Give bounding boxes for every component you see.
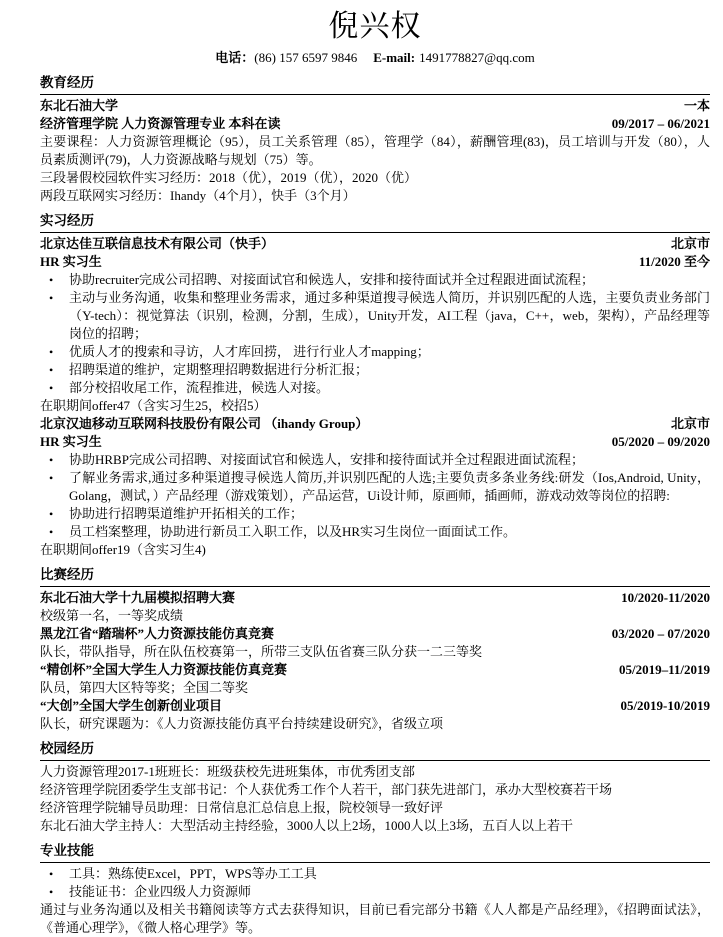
bullet-text: 员工档案整理，协助进行新员工入职工作，以及HR实习生岗位一面面试工作。 — [69, 524, 517, 539]
campus-line: 经济管理学院团委学生支部书记：个人获优秀工作个人若干，部门获先进部门，承办大型校赛若干场 — [40, 782, 613, 797]
competition-name: 黑龙江省“踏瑞杯”人力资源技能仿真竞赛 — [40, 626, 275, 641]
education-program-row — [40, 115, 710, 133]
job-bullet — [40, 469, 710, 505]
section-title-skills: 专业技能 — [40, 842, 710, 863]
section-title-education: 教育经历 — [40, 74, 710, 95]
bullet-text: 了解业务需求,通过多种渠道搜寻候选人简历,并识别匹配的人选;主要负责多条业务线:研发（Ios,Android, Unity，Golang，测试，）产品经理（游戏策划），产品运营，Ui设计师，原画师，插画师，游戏动效等岗位的招聘: — [69, 470, 710, 503]
section-campus — [40, 740, 710, 835]
job-kuaishou — [40, 235, 710, 415]
school-tier: 一本 — [683, 98, 710, 113]
bullet-text: 技能证书：企业四级人力资源师 — [69, 884, 252, 899]
competition-result: 队长，研究课题为：《人力资源技能仿真平台持续建设研究》，省级立项 — [40, 716, 444, 731]
job-ihandy — [40, 415, 710, 559]
competition-period: 05/2019-10/2019 — [620, 698, 710, 713]
job-bullet — [40, 523, 710, 541]
bullet-text: 招聘渠道的维护，定期整理招聘数据进行分析汇报； — [69, 362, 369, 377]
bullet-icon — [40, 361, 69, 379]
bullet-text: 工具：熟练使Excel，PPT，WPS等办工工具 — [69, 866, 317, 881]
company-name: 北京达佳互联信息技术有限公司（快手） — [40, 236, 275, 251]
bullet-icon — [40, 469, 69, 505]
job-role-row — [40, 253, 710, 271]
company-name: 北京汉迪移动互联网科技股份有限公司 （ihandy Group） — [40, 416, 369, 431]
competition-period: 10/2020-11/2020 — [621, 590, 710, 605]
bullet-icon — [40, 379, 69, 397]
job-bullet — [40, 505, 710, 523]
competition-row — [40, 625, 710, 643]
job-bullet — [40, 289, 710, 343]
school-name: 东北石油大学 — [40, 98, 119, 113]
bullet-text: 协助进行招聘渠道维护开拓相关的工作； — [69, 506, 304, 521]
campus-line: 东北石油大学主持人：大型活动主持经验，3000人以上2场，1000人以上3场，五百人以上若干 — [40, 818, 574, 833]
bullet-icon — [40, 505, 69, 523]
job-role: HR 实习生 — [40, 434, 102, 449]
bullet-text: 主动与业务沟通，收集和整理业务需求，通过多种渠道搜寻候选人简历，并识别匹配的人选，主要负责业务部门（Y-tech）：视觉算法（识别，检测，分割，生成），Unity开发，AI工程（java，C++，web，架构），产品经理等岗位的招聘； — [69, 290, 710, 341]
job-period: 05/2020 – 09/2020 — [611, 434, 710, 449]
competition-row — [40, 589, 710, 607]
phone-value: (86) 157 6597 9846 — [254, 50, 358, 65]
job-bullet — [40, 451, 710, 469]
campus-line: 经济管理学院辅导员助理：日常信息汇总信息上报，院校领导一致好评 — [40, 800, 444, 815]
education-line-internships-campus: 三段暑假校园软件实习经历：2018（优），2019（优），2020（优） — [40, 170, 418, 185]
bullet-icon — [40, 865, 69, 883]
section-competitions — [40, 566, 710, 733]
skills-reading-paragraph: 通过与业务沟通以及相关书籍阅读等方式去获得知识，目前已看完部分书籍《人人都是产品经理》，《招聘面试法》，《普通心理学》，《微人格心理学》等。 — [40, 902, 710, 935]
competition-result: 队长，带队指导，所在队伍校赛第一，所带三支队伍省赛三队分获一二三等奖 — [40, 644, 483, 659]
education-period: 09/2017 – 06/2021 — [611, 116, 710, 131]
job-bullet — [40, 343, 710, 361]
job-role-row — [40, 433, 710, 451]
competition-period: 05/2019–11/2019 — [618, 662, 710, 677]
email-label: E-mail: — [373, 50, 416, 65]
competition-name: “大创”全国大学生创新创业项目 — [40, 698, 223, 713]
job-company-row — [40, 235, 710, 253]
bullet-icon — [40, 289, 69, 343]
job-role: HR 实习生 — [40, 254, 102, 269]
section-title-internship: 实习经历 — [40, 212, 710, 233]
company-location: 北京市 — [670, 416, 710, 431]
skill-bullet — [40, 883, 710, 901]
bullet-icon — [40, 271, 69, 289]
competition-period: 03/2020 – 07/2020 — [611, 626, 710, 641]
job-offer-summary: 在职期间offer47（含实习生25，校招5） — [40, 398, 267, 413]
competition-result: 校级第一名，一等奖成绩 — [40, 608, 184, 623]
job-offer-summary: 在职期间offer19（含实习生4) — [40, 542, 206, 557]
competition-name: “精创杯”全国大学生人力资源技能仿真竞赛 — [40, 662, 288, 677]
skill-bullet — [40, 865, 710, 883]
competition-name: 东北石油大学十九届模拟招聘大赛 — [40, 590, 236, 605]
education-school-row — [40, 97, 710, 115]
competition-result: 队员，第四大区特等奖；全国二等奖 — [40, 680, 249, 695]
job-bullet — [40, 361, 710, 379]
job-bullet — [40, 379, 710, 397]
section-title-competitions: 比赛经历 — [40, 566, 710, 587]
email-value: 1491778827@qq.com — [419, 50, 535, 65]
bullet-text: 协助recruiter完成公司招聘、对接面试官和候选人，安排和接待面试并全过程跟进面试流程； — [69, 272, 595, 287]
contact-line — [40, 49, 710, 67]
job-period: 11/2020 至今 — [638, 254, 710, 269]
section-internship — [40, 212, 710, 559]
candidate-name: 倪兴权 — [328, 10, 422, 43]
education-line-internships-internet: 两段互联网实习经历：Ihandy（4个月），快手（3个月） — [40, 188, 356, 203]
bullet-icon — [40, 883, 69, 901]
bullet-text: 协助HRBP完成公司招聘、对接面试官和候选人，安排和接待面试并全过程跟进面试流程； — [69, 452, 584, 467]
education-courses: 主要课程：人力资源管理概论（95），员工关系管理（85），管理学（84），薪酬管理(83)，员工培训与开发（80），人员素质测评(79)，人力资源战略与规划（75）等。 — [40, 134, 710, 167]
section-education — [40, 74, 710, 205]
bullet-icon — [40, 451, 69, 469]
campus-line: 人力资源管理2017-1班班长：班级获校先进班集体，市优秀团支部 — [40, 764, 415, 779]
bullet-text: 优质人才的搜索和寻访，人才库回捞， 进行行业人才mapping； — [69, 344, 430, 359]
phone-label: 电话： — [215, 50, 255, 65]
company-location: 北京市 — [670, 236, 710, 251]
program-name: 经济管理学院 人力资源管理专业 本科在读 — [40, 116, 281, 131]
bullet-text: 部分校招收尾工作，流程推进，候选人对接。 — [69, 380, 330, 395]
section-title-campus: 校园经历 — [40, 740, 710, 761]
bullet-icon — [40, 343, 69, 361]
bullet-icon — [40, 523, 69, 541]
job-bullet — [40, 271, 710, 289]
competition-row — [40, 661, 710, 679]
section-skills — [40, 842, 710, 937]
job-company-row — [40, 415, 710, 433]
competition-row — [40, 697, 710, 715]
